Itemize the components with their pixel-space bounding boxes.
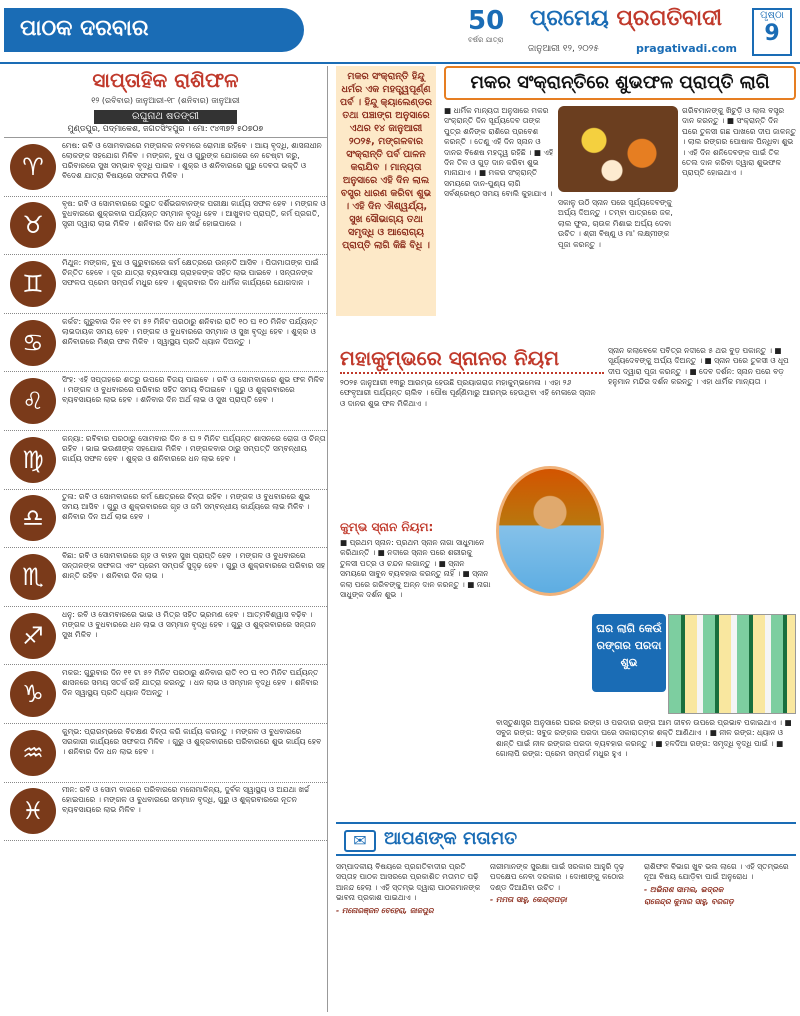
- zodiac-icon: ♏: [10, 554, 56, 600]
- zodiac-sign-row: [4, 607, 327, 666]
- opinion-letter-1: [336, 862, 484, 1012]
- zodiac-forecast: ମେଷ: ରବି ଓ ସୋମବାରରେ ମଙ୍ଗଳକ ନବମରେ ରୋମାଞ୍ଚ ରହିବେ । ଆୟ ବୃଦ୍ଧି, ଶାସନାଧୀନ ଲୋକଙ୍କ ସହଯୋଗ ମିଳିବ । ମଙ୍ଗଳ, ବୁଧ ଓ ଗୁରୁଙ୍କ ଯୋଗରେ ନେ ଚେଷ୍ଟା କରୁ, ପରିବାରରେ ସୁଖ ସମ୍ଭାବ ବୃଦ୍ଧି ପାଇବ । ଶୁକ୍ର ଓ ଶନିବାରରେ ଗୁରୁ ଦେବତା ଭକ୍ତି ଓ ବିଦେଶ ଯାତ୍ରା ବିଷୟରେ ସଫଳତା ମିଳିବ ।: [62, 140, 322, 180]
- zodiac-icon: ♑: [10, 671, 56, 717]
- anniversary-number: 50: [468, 6, 505, 36]
- sankranti-col-2: ସକାଳୁ ଉଠି ସ୍ନାନ ପରେ ସୂର୍ଯ୍ୟଦେବଙ୍କୁ ଅର୍ଘ୍ୟ ଦିଅନ୍ତୁ । ତମ୍ବା ପାତ୍ରରେ ଜଳ, ଲାଲ ଫୁଲ, ଚାଉଳ ମିଶାଇ ଅର୍ଘ୍ୟ ଦେବା ଉଚିତ । ଶ୍ରୀ ବିଷ୍ଣୁ ଓ ମା' ଲକ୍ଷ୍ମୀଙ୍କ ପୂଜା କରନ୍ତୁ ।: [558, 198, 673, 249]
- sankranti-headline: ମକର ସଂକ୍ରାନ୍ତିରେ ଶୁଭଫଳ ପ୍ରାପ୍ତି ଲାଗି: [444, 66, 796, 100]
- zodiac-icon: ♊: [10, 261, 56, 307]
- zodiac-forecast: ମୀନ: ରବି ଓ ସୋମ ବାରରେ ପରିବାରରେ ମନୋମାଳିନ୍ୟ, ଦୁର୍ବଳ ସ୍ୱାସ୍ଥ୍ୟ ଓ ଅଯଥା ଖର୍ଚ୍ଚ ହୋଇପାରେ । ମଙ୍ଗଳ ଓ ବୁଧବାରରେ ସମ୍ମାନ ବୃଦ୍ଧି, ଗୁରୁ ଓ ଶୁକ୍ରବାରରେ ନୂତନ ବ୍ୟବସାୟରେ ଲାଭ ମିଳିବ ।: [62, 785, 310, 815]
- paper-name-b: ପ୍ରଗତିବାଦୀ: [616, 6, 723, 31]
- mail-icon: ✉: [344, 830, 376, 852]
- zodiac-forecast: କର୍କଟ: ଗୁରୁବାର ଦିନ ୧୧ ଟା ୫୨ ମିନିଟ ପରଠାରୁ ଶନିବାର ରାତି ୧୦ ଘ ୧୦ ମିନିଟ ପର୍ଯ୍ୟନ୍ତ ଲାଭଦାୟକ ସମୟ ହେବ । ମଙ୍ଗଳ ଓ ବୁଧବାରରେ ସମ୍ମାନ ଓ ସୁଖ ବୃଦ୍ଧି ହେବ । ଶୁକ୍ର ଓ ଶନିବାରରେ ମିଶ୍ର ଫଳ ମିଳିବ । ସ୍ୱାସ୍ଥ୍ୟ ପ୍ରତି ଧ୍ୟାନ ଦିଅନ୍ତୁ ।: [62, 316, 318, 346]
- kumbh-headline: ମହାକୁମ୍ଭରେ ସ୍ନାନର ନିୟମ: [340, 346, 604, 374]
- page-number-box: [752, 8, 792, 56]
- letter-4-signature: ରାଜେନ୍ଦ୍ର କୁମାର ସାହୁ, ବରଗଡ଼: [644, 897, 734, 907]
- zodiac-forecast: ଧନୁ: ରବି ଓ ସୋମବାରରେ ଭାଇ ଓ ମିତ୍ର ସହିତ ଭ୍ରମଣ ହେବ । ଆତ୍ମବିଶ୍ୱାସ ବଢ଼ିବ । ମଙ୍ଗଳ ଓ ବୁଧବାରରେ ଧନ ଲାଭ ଓ ସମ୍ମାନ ବୃଦ୍ଧି ହେବ । ଗୁରୁ ଓ ଶୁକ୍ରବାରରେ ସନ୍ତାନ ସୁଖ ମିଳିବ ।: [62, 609, 316, 639]
- kumbh-rules: ■ ପ୍ରଥମ ସ୍ନାନ: ପ୍ରଥମ ସ୍ନାନ ନାଗା ସାଧୁମାନେ କରିଥାନ୍ତି । ■ ନଦୀରେ ସ୍ନାନ ପରେ ଶରୀରକୁ ତୁଳସୀ ପତ୍ର ଓ ଚନ୍ଦନ ଲଗାନ୍ତୁ । ■ ସ୍ନାନ ସମୟରେ ସାବୁନ ବ୍ୟବହାର କରନ୍ତୁ ନାହିଁ । ■ ସ୍ନାନ କଲା ପରେ ଗରିବଙ୍କୁ ଅନ୍ନ ଦାନ କରନ୍ତୁ । ■ ନାଗା ସାଧୁଙ୍କ ଦର୍ଶନ ଶୁଭ ।: [340, 538, 491, 600]
- letter-2-signature: - ମମତା ସାହୁ, କେନ୍ଦ୍ରାପଡ଼ା: [490, 895, 567, 905]
- zodiac-icon: ♒: [10, 730, 56, 776]
- zodiac-icon: ♎: [10, 495, 56, 541]
- vastu-box: ଘର ଲାଗି କେଉଁ ରଙ୍ଗର ପରଦା ଶୁଭ: [592, 614, 666, 692]
- letter-1-signature: - ମନୋରଞ୍ଜନ ବେହେରା, ଜାଜପୁର: [336, 905, 434, 915]
- zodiac-icon: ♋: [10, 320, 56, 366]
- zodiac-sign-row: [4, 255, 327, 314]
- sankranti-col-3: ଗରିବମାନଙ୍କୁ ଖିଚୁଡ଼ି ଓ ଲାଲ ବସ୍ତ୍ର ଦାନ କରନ୍ତୁ । ■ ସଂକ୍ରାନ୍ତି ଦିନ ଘରେ ତୁଳସୀ ଗଛ ପାଖରେ ଦୀପ ଜାଳନ୍ତୁ । ଲାଲ ରଙ୍ଗର ପୋଷାକ ପିନ୍ଧିବା ଶୁଭ । ଏହି ଦିନ ଶନିଦେବଙ୍କ ପାଇଁ ତିଳ ତେଲ ଦାନ କରିବା ଦ୍ୱାରା ଶୁଭଫଳ ପ୍ରାପ୍ତି ହୋଇଥାଏ ।: [682, 106, 796, 178]
- sign-list: [4, 138, 327, 841]
- anniversary-caption: ବର୍ଷର ଯାତ୍ରା: [468, 36, 504, 44]
- zodiac-sign-row: [4, 490, 327, 549]
- kumbh-intro: ୨୦୨୫ ଜାନୁଆରୀ ୧୩ରୁ ଆରମ୍ଭ ହେଉଛି ପ୍ରୟାଗରାଜ ମହାକୁମ୍ଭମେଳା । ଏହା ୨୬ ଫେବୃଆରୀ ପର୍ଯ୍ୟନ୍ତ ଚାଲିବ । ପୌଷ ପୂର୍ଣ୍ଣିମାରୁ ଆରମ୍ଭ ହେଉଥିବା ଏହି ମେଳାରେ ସ୍ନାନ ଓ ଦାନର ଶୁଭ ଫଳ ମିଳିଥାଏ ।: [340, 378, 596, 408]
- kumbh-bathing-photo: [496, 466, 604, 596]
- opinion-letter-2: [490, 862, 638, 1012]
- zodiac-icon: ♈: [10, 144, 56, 190]
- paper-name-a: ପ୍ରମେୟ: [530, 6, 609, 31]
- rashifala-title: ସାପ୍ତାହିକ ରାଶିଫଳ: [92, 68, 239, 92]
- zodiac-sign-row: [4, 372, 327, 431]
- zodiac-icon: ♓: [10, 788, 56, 834]
- opinion-title: ଆପଣଙ୍କ ମତାମତ: [384, 828, 518, 849]
- zodiac-forecast: ବିଛା: ରବି ଓ ସୋମବାରରେ ଗୃହ ଓ ବାହନ ସୁଖ ପ୍ରାପ୍ତି ହେବ । ମଙ୍ଗଳ ଓ ବୁଧବାରରେ ସନ୍ତାନଙ୍କ ସଫଳତା ଏବଂ ପ୍ରେମ ସମ୍ପର୍କ ସୁଦୃଢ଼ ହେବ । ଗୁରୁ ଓ ଶୁକ୍ରବାରରେ ପରିବାର ସହ ଶାନ୍ତି ରହିବ । ଶନିବାର ଦିନ ଲାଭ ।: [62, 550, 326, 580]
- letter-3-text: ରାଶିଫଳ ବିଭାଗ ଖୁବ ଭଲ ଲାଗେ । ଏହି ସ୍ତମ୍ଭରେ ନୂଆ ବିଷୟ ଯୋଡ଼ିବା ପାଇଁ ଅନୁରୋଧ ।: [644, 862, 789, 882]
- food-photo: [558, 106, 678, 192]
- page-number: 9: [764, 21, 780, 46]
- rashifala-address: ମୁଣ୍ଡପୁର, ପଦ୍ମାକେଶ, ଜଗତସିଂହପୁର । ମୋ: ୯୪୩୭୨ ୫୦୭୦୭: [4, 124, 327, 138]
- page-label: ପୃଷ୍ଠା: [760, 10, 784, 21]
- zodiac-sign-row: [4, 665, 327, 724]
- letter-2-text: ନାରୀମାନଙ୍କ ସୁରକ୍ଷା ପାଇଁ ସରକାର ଆହୁରି ଦୃଢ଼ ପଦକ୍ଷେପ ନେବା ଦରକାର । ଦୋଷୀଙ୍କୁ କଠୋର ଦଣ୍ଡ ଦିଆଯିବା ଉଚିତ ।: [490, 862, 625, 892]
- rashifala-week: ୧୨ (ରବିବାର) ଜାନୁଆରୀ-୧୮ (ଶନିବାର) ଜାନୁଆରୀ: [91, 96, 240, 105]
- zodiac-icon: ♌: [10, 378, 56, 424]
- zodiac-forecast: ସିଂହ: ଏହି ସପ୍ତାହରେ ଶତ୍ରୁ ଉପରେ ବିଜୟ ପାଇବେ । ରବି ଓ ସୋମବାରରେ ଶୁଭ ଫଳ ମିଳିବ । ମଙ୍ଗଳ ଓ ବୁଧବାରରେ ପରିବାର ସହିତ ସମୟ ବିତାଇବେ । ଗୁରୁ ଓ ଶୁକ୍ରବାରରେ ବ୍ୟବସାୟରେ ଲାଭ ହେବ । ଶନିବାର ଦିନ ଅର୍ଥ ଲାଭ ଓ ସୁଖ ପ୍ରାପ୍ତି ହେବ ।: [62, 375, 325, 405]
- rashifala-author: ରଘୁନାଥ ଷଡଙ୍ଗୀ: [94, 110, 237, 124]
- vastu-text: ବାସ୍ତୁଶାସ୍ତ୍ର ଅନୁସାରେ ଘରର ରଙ୍ଗ ଓ ପରଦାର ରଙ୍ଗ ଆମ ଜୀବନ ଉପରେ ପ୍ରଭାବ ପକାଇଥାଏ । ■ ସବୁଜ ରଙ୍ଗ: ସବୁଜ ରଙ୍ଗର ପରଦା ଘରେ ସକାରାତ୍ମକ ଶକ୍ତି ଆଣିଥାଏ । ■ ନୀଳ ରଙ୍ଗ: ଧ୍ୟାନ ଓ ଶାନ୍ତି ପାଇଁ ନୀଳ ରଙ୍ଗର ପରଦା ବ୍ୟବହାର କରନ୍ତୁ । ■ ହଳଦିଆ ରଙ୍ଗ: ସମୃଦ୍ଧି ବୃଦ୍ଧି ପାଇଁ । ■ ଗୋଲାପି ରଙ୍ଗ: ପ୍ରେମ ସମ୍ପର୍କ ମଧୁର ହୁଏ ।: [496, 718, 792, 759]
- zodiac-icon: ♐: [10, 613, 56, 659]
- zodiac-icon: ♉: [10, 202, 56, 248]
- zodiac-forecast: ମକର: ଗୁରୁବାର ଦିନ ୧୧ ଟା ୫୨ ମିନିଟ ପରଠାରୁ ଶନିବାର ରାତି ୧୦ ଘ ୧୦ ମିନିଟ ପର୍ଯ୍ୟନ୍ତ ଶାସନରେ ସମୟ ସତର୍କ ରହି ଯାତ୍ରା କରନ୍ତୁ । ଧନ ଲାଭ ଓ ସମ୍ମାନ ବୃଦ୍ଧି ହେବ । ଶନିବାର ଦିନ ସ୍ୱାସ୍ଥ୍ୟ ପ୍ରତି ଧ୍ୟାନ ଦିଅନ୍ତୁ ।: [62, 668, 319, 698]
- kumbh-subtitle: କୁମ୍ଭ ସ୍ନାନ ନିୟମ:: [340, 520, 434, 534]
- zodiac-sign-row: [4, 138, 327, 197]
- paper-url[interactable]: pragativadi.com: [636, 42, 738, 55]
- zodiac-forecast: ମିଥୁନ: ମଙ୍ଗଳ, ବୁଧ ଓ ଗୁରୁବାରରେ କର୍ମ କ୍ଷେତ୍ରରେ ଉନ୍ନତି ଆସିବ । ପିତାମାତାଙ୍କ ପାଇଁ ଚିନ୍ତିତ ହେବେ । ଦୂର ଯାତ୍ରା ବ୍ୟବସାୟୀ ଗ୍ରାହକଙ୍କ ସହିତ ଲାଭ ପାଇବେ । ସନ୍ତାନଙ୍କ ସଫଳତା ପ୍ରେମ ସମ୍ପର୍କ ମଧୁର ହେବ । ଶୁକ୍ରବାର ଦିନ ଧାର୍ମିକ କାର୍ଯ୍ୟରେ ଯୋଗଦାନ ।: [62, 257, 319, 287]
- sankranti-sidebar: ମକର ସଂକ୍ରାନ୍ତି ହିନ୍ଦୁ ଧର୍ମର ଏକ ମହତ୍ତ୍ୱପୂର୍ଣ୍ଣ ପର୍ବ । ହିନ୍ଦୁ କ୍ୟାଲେଣ୍ଡର ତଥା ପଞ୍ଚାଙ୍ଗ ଅନୁସାରେ ଏଥର ୧୪ ଜାନୁଆରୀ ୨୦୨୫, ମଙ୍ଗଳବାର ସଂକ୍ରାନ୍ତି ପର୍ବ ପାଳନ କରାଯିବ । ମାନ୍ୟତା ଅନୁସାରେ ଏହି ଦିନ ଲାଲ ବସ୍ତ୍ର ଧାରଣ କରିବା ଶୁଭ । ଏହି ଦିନ ଐଶ୍ୱର୍ଯ୍ୟ, ସୁଖ ସୌଭାଗ୍ୟ ତଥା ସମୃଦ୍ଧି ଓ ଆରୋଗ୍ୟ ପ୍ରାପ୍ତି ଲାଗି କିଛି ବିଧି ।: [336, 66, 436, 316]
- zodiac-forecast: କନ୍ୟା: ରବିବାର ପରଠାରୁ ସୋମବାର ଦିନ ୫ ଘ ୨ ମିନିଟ ପର୍ଯ୍ୟନ୍ତ ଶାସନରେ ରୋଗ ଓ ଚିନ୍ତା ରହିବ । ଭାଇ ଭଉଣୀଙ୍କ ସହଯୋଗ ମିଳିବ । ମଙ୍ଗଳବାର ଠାରୁ ସମ୍ପତ୍ତି ସମ୍ବନ୍ଧୀୟ କାର୍ଯ୍ୟ ସଫଳ ହେବ । ଶୁକ୍ର ଓ ଶନିବାରରେ ଧନ ଲାଭ ହେବ ।: [62, 433, 326, 463]
- zodiac-forecast: ବୃଷ: ରବି ଓ ସୋମବାରରେ ଦ୍ରୁତ ଦର୍ଶିଭଗବାନଙ୍କ ପରୀକ୍ଷା କାର୍ଯ୍ୟ ସଫଳ ହେବ । ମଙ୍ଗଳ ଓ ବୁଧବାରରେ ଶୁକ୍ରବାର ପର୍ଯ୍ୟନ୍ତ ସମ୍ମାନ ବୃଦ୍ଧି ହେବ । ଆଖୁବାଦ ପ୍ରାପ୍ତି, କର୍ମ ପ୍ରଗତି, ସ୍ତ୍ରୀ ଦ୍ୱାରା ଲାଭ ମିଳିବ । ଶନିବାର ଦିନ ଧନ ଖର୍ଚ୍ଚ ହୋଇପାରେ ।: [62, 199, 326, 229]
- zodiac-forecast: ତୁଳା: ରବି ଓ ସୋମବାରରେ କର୍ମ କ୍ଷେତ୍ରରେ ଚିନ୍ତା ରହିବ । ମଙ୍ଗଳ ଓ ବୁଧବାରରେ ଶୁଭ ସମୟ ଆସିବ । ଗୁରୁ ଓ ଶୁକ୍ରବାରରେ ଗୃହ ଓ ଜମି ସମ୍ବନ୍ଧୀୟ କାର୍ଯ୍ୟରେ ଲାଭ ମିଳିବ । ଶନିବାର ଦିନ ଅର୍ଥ ଲାଭ ହେବ ।: [62, 492, 311, 522]
- issue-date: ଜାନୁଆରୀ ୧୨, ୨୦୨୫: [528, 44, 599, 54]
- zodiac-sign-row: [4, 724, 327, 783]
- rashifala-column: [4, 66, 328, 1012]
- opinion-header: [336, 822, 796, 856]
- curtain-photo: [668, 614, 796, 714]
- masthead-bar: [0, 0, 800, 64]
- opinion-letter-3: [644, 862, 796, 1012]
- zodiac-sign-row: [4, 783, 327, 842]
- letter-1-text: ସମ୍ପାଦକୀୟ ବିଷୟରେ ପ୍ରଗତିବାଦୀର ପ୍ରତି ସପ୍ତାହ ପାଠକ ଆସରରେ ପ୍ରକାଶିତ ମତାମତ ପଢ଼ି ଆନନ୍ଦ ହେଲା । ଏହି ସ୍ତମ୍ଭ ଦ୍ୱାରା ପାଠକମାନଙ୍କ ଭାବନା ପ୍ରକାଶ ପାଇଥାଏ ।: [336, 862, 481, 903]
- zodiac-icon: ♍: [10, 437, 56, 483]
- sankranti-col-1: ■ ଧାର୍ମିକ ମାନ୍ୟତା ଅନୁସାରେ ମକର ସଂକ୍ରାନ୍ତି ଦିନ ସୂର୍ଯ୍ୟଦେବ ତାଙ୍କ ପୁତ୍ର ଶନିଙ୍କ ରାଶିରେ ପ୍ରବେଶ କରନ୍ତି । ତେଣୁ ଏହି ଦିନ ସ୍ନାନ ଓ ଦାନର ବିଶେଷ ମହତ୍ତ୍ୱ ରହିଛି । ■ ଏହି ଦିନ ତିଳ ଓ ଗୁଡ଼ ଦାନ କରିବା ଶୁଭ ମାନାଯାଏ । ■ ମକର ସଂକ୍ରାନ୍ତି ସମୟରେ ଦାନ-ପୁଣ୍ୟ ଲାଗି ସର୍ବଶ୍ରେଷ୍ଠ ସମୟ ବୋଲି କୁହାଯାଏ ।: [444, 106, 554, 199]
- kumbh-right-col: ସ୍ନାନ କଲାବେଳେ ପବିତ୍ର ନଦୀରେ ୫ ଥର ବୁଡ଼ ପକାନ୍ତୁ । ■ ସୂର୍ଯ୍ୟଦେବଙ୍କୁ ଅର୍ଘ୍ୟ ଦିଅନ୍ତୁ । ■ ସ୍ନାନ ପରେ ତୁଳସୀ ଓ ଧୂପ ଦୀପ ଦ୍ୱାରା ପୂଜା କରନ୍ତୁ । ■ ଦେବ ଦର୍ଶନ: ସ୍ନାନ ପରେ ବଡ଼ ହନୁମାନ ମନ୍ଦିର ଦର୍ଶନ କରନ୍ତୁ । ଏହା ଧାର୍ମିକ ମାନ୍ୟତା ।: [608, 346, 789, 387]
- zodiac-forecast: କୁମ୍ଭ: ପ୍ରାରମ୍ଭରେ ବିଚକ୍ଷଣ ଚିନ୍ତା କରି କାର୍ଯ୍ୟ କରନ୍ତୁ । ମଙ୍ଗଳ ଓ ବୁଧବାରରେ ସରକାରୀ କାର୍ଯ୍ୟରେ ସଫଳତା ମିଳିବ । ଗୁରୁ ଓ ଶୁକ୍ରବାରରେ ପରିବାରରେ ଶୁଭ କାର୍ଯ୍ୟ ହେବ । ଶନିବାର ଦିନ ଧନ ଲାଭ ହେବ ।: [62, 726, 322, 756]
- zodiac-sign-row: [4, 431, 327, 490]
- zodiac-sign-row: [4, 548, 327, 607]
- anniversary-logo: [468, 6, 528, 50]
- zodiac-sign-row: [4, 314, 327, 373]
- letter-3-signature: - ଅଭିନାଶ ସାମଲ, ଭଦ୍ରକ: [644, 884, 724, 894]
- zodiac-sign-row: [4, 197, 327, 256]
- section-title: ପାଠକ ଦରବାର: [4, 8, 304, 52]
- paper-name: [530, 6, 722, 31]
